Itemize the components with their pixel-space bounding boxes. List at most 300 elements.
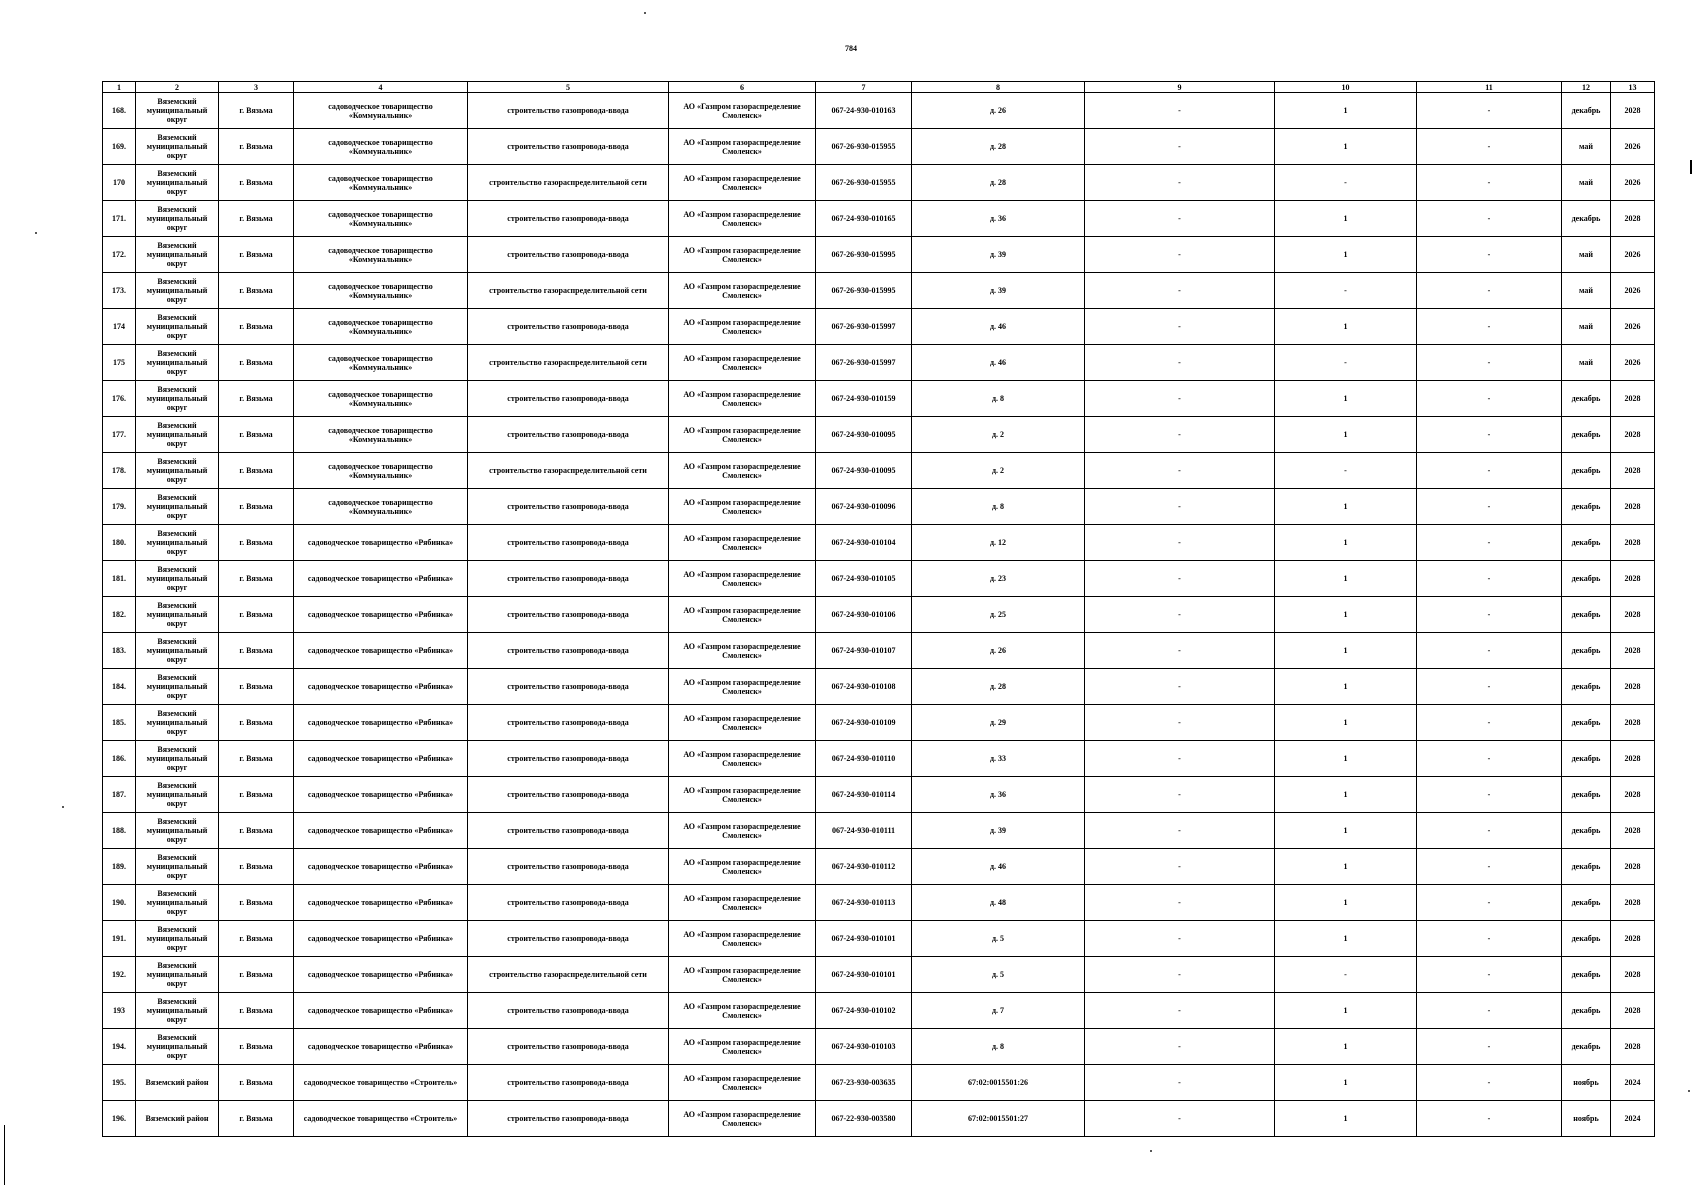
municipality-cell: Вяземский муниципальный округ — [136, 705, 219, 741]
town-cell: г. Вязьма — [219, 777, 294, 813]
column-10-cell: 1 — [1275, 489, 1417, 525]
town-cell: г. Вязьма — [219, 525, 294, 561]
year-cell: 2026 — [1611, 129, 1655, 165]
plot-cell: д. 5 — [912, 957, 1085, 993]
column-number-cell: 12 — [1562, 82, 1611, 93]
year-cell: 2028 — [1611, 777, 1655, 813]
municipality-cell: Вяземский муниципальный округ — [136, 633, 219, 669]
code-cell: 067-24-930-010109 — [816, 705, 912, 741]
month-cell: май — [1562, 309, 1611, 345]
month-cell: декабрь — [1562, 381, 1611, 417]
partnership-cell: садоводческое товарищество «Рябинка» — [294, 633, 468, 669]
town-cell: г. Вязьма — [219, 633, 294, 669]
column-10-cell: 1 — [1275, 309, 1417, 345]
month-cell: декабрь — [1562, 597, 1611, 633]
work-type-cell: строительство газопровода-ввода — [468, 777, 669, 813]
table-row — [103, 309, 1655, 345]
table-row — [103, 741, 1655, 777]
work-type-cell: строительство газопровода-ввода — [468, 633, 669, 669]
organization-cell: АО «Газпром газораспределение Смоленск» — [669, 741, 816, 777]
column-11-cell: - — [1417, 381, 1562, 417]
row-number: 168. — [103, 93, 136, 129]
table-row — [103, 669, 1655, 705]
work-type-cell: строительство газопровода-ввода — [468, 885, 669, 921]
organization-cell: АО «Газпром газораспределение Смоленск» — [669, 669, 816, 705]
row-number: 175 — [103, 345, 136, 381]
organization-cell: АО «Газпром газораспределение Смоленск» — [669, 345, 816, 381]
code-cell: 067-24-930-010110 — [816, 741, 912, 777]
town-cell: г. Вязьма — [219, 597, 294, 633]
town-cell: г. Вязьма — [219, 489, 294, 525]
month-cell: май — [1562, 273, 1611, 309]
organization-cell: АО «Газпром газораспределение Смоленск» — [669, 237, 816, 273]
work-type-cell: строительство газопровода-ввода — [468, 381, 669, 417]
work-type-cell: строительство газопровода-ввода — [468, 741, 669, 777]
town-cell: г. Вязьма — [219, 237, 294, 273]
town-cell: г. Вязьма — [219, 381, 294, 417]
plot-cell: д. 23 — [912, 561, 1085, 597]
municipality-cell: Вяземский муниципальный округ — [136, 417, 219, 453]
partnership-cell: садоводческое товарищество «Коммунальник» — [294, 309, 468, 345]
year-cell: 2028 — [1611, 633, 1655, 669]
scan-speck — [62, 806, 64, 808]
column-11-cell: - — [1417, 813, 1562, 849]
organization-cell: АО «Газпром газораспределение Смоленск» — [669, 129, 816, 165]
column-10-cell: 1 — [1275, 561, 1417, 597]
column-10-cell: 1 — [1275, 93, 1417, 129]
year-cell: 2028 — [1611, 813, 1655, 849]
plot-cell: д. 8 — [912, 1029, 1085, 1065]
town-cell: г. Вязьма — [219, 993, 294, 1029]
partnership-cell: садоводческое товарищество «Рябинка» — [294, 669, 468, 705]
row-number: 176. — [103, 381, 136, 417]
work-type-cell: строительство газопровода-ввода — [468, 489, 669, 525]
month-cell: декабрь — [1562, 453, 1611, 489]
work-type-cell: строительство газораспределительной сети — [468, 345, 669, 381]
organization-cell: АО «Газпром газораспределение Смоленск» — [669, 201, 816, 237]
year-cell: 2028 — [1611, 705, 1655, 741]
column-9-cell: - — [1085, 705, 1275, 741]
work-type-cell: строительство газопровода-ввода — [468, 309, 669, 345]
table-row — [103, 885, 1655, 921]
code-cell: 067-24-930-010105 — [816, 561, 912, 597]
town-cell: г. Вязьма — [219, 165, 294, 201]
column-number-cell: 7 — [816, 82, 912, 93]
plot-cell: д. 48 — [912, 885, 1085, 921]
column-11-cell: - — [1417, 957, 1562, 993]
row-number: 177. — [103, 417, 136, 453]
row-number: 181. — [103, 561, 136, 597]
code-cell: 067-26-930-015997 — [816, 345, 912, 381]
column-11-cell: - — [1417, 993, 1562, 1029]
column-11-cell: - — [1417, 777, 1562, 813]
plot-cell: д. 8 — [912, 489, 1085, 525]
month-cell: май — [1562, 165, 1611, 201]
month-cell: декабрь — [1562, 489, 1611, 525]
plot-cell: д. 46 — [912, 345, 1085, 381]
organization-cell: АО «Газпром газораспределение Смоленск» — [669, 597, 816, 633]
column-number-cell: 1 — [103, 82, 136, 93]
month-cell: декабрь — [1562, 777, 1611, 813]
year-cell: 2028 — [1611, 741, 1655, 777]
town-cell: г. Вязьма — [219, 453, 294, 489]
column-10-cell: 1 — [1275, 525, 1417, 561]
work-type-cell: строительство газопровода-ввода — [468, 561, 669, 597]
code-cell: 067-24-930-010095 — [816, 417, 912, 453]
row-number: 171. — [103, 201, 136, 237]
partnership-cell: садоводческое товарищество «Коммунальник» — [294, 417, 468, 453]
column-11-cell: - — [1417, 1029, 1562, 1065]
year-cell: 2028 — [1611, 453, 1655, 489]
table-row — [103, 705, 1655, 741]
town-cell: г. Вязьма — [219, 669, 294, 705]
municipality-cell: Вяземский муниципальный округ — [136, 237, 219, 273]
partnership-cell: садоводческое товарищество «Коммунальник» — [294, 453, 468, 489]
column-9-cell: - — [1085, 921, 1275, 957]
registry-table — [102, 81, 1655, 1137]
town-cell: г. Вязьма — [219, 561, 294, 597]
table-row — [103, 345, 1655, 381]
code-cell: 067-23-930-003635 — [816, 1065, 912, 1101]
year-cell: 2028 — [1611, 381, 1655, 417]
column-10-cell: 1 — [1275, 993, 1417, 1029]
row-number: 194. — [103, 1029, 136, 1065]
month-cell: декабрь — [1562, 885, 1611, 921]
column-9-cell: - — [1085, 201, 1275, 237]
plot-cell: д. 28 — [912, 669, 1085, 705]
year-cell: 2028 — [1611, 921, 1655, 957]
table-body — [103, 82, 1655, 1137]
municipality-cell: Вяземский район — [136, 1065, 219, 1101]
table-row — [103, 1065, 1655, 1101]
column-9-cell: - — [1085, 489, 1275, 525]
column-9-cell: - — [1085, 633, 1275, 669]
work-type-cell: строительство газопровода-ввода — [468, 993, 669, 1029]
table-row — [103, 489, 1655, 525]
organization-cell: АО «Газпром газораспределение Смоленск» — [669, 993, 816, 1029]
column-number-cell: 10 — [1275, 82, 1417, 93]
column-10-cell: 1 — [1275, 129, 1417, 165]
organization-cell: АО «Газпром газораспределение Смоленск» — [669, 453, 816, 489]
code-cell: 067-24-930-010106 — [816, 597, 912, 633]
code-cell: 067-26-930-015995 — [816, 273, 912, 309]
month-cell: декабрь — [1562, 633, 1611, 669]
code-cell: 067-26-930-015955 — [816, 165, 912, 201]
month-cell: май — [1562, 129, 1611, 165]
column-10-cell: 1 — [1275, 1065, 1417, 1101]
column-9-cell: - — [1085, 777, 1275, 813]
plot-cell: д. 46 — [912, 849, 1085, 885]
year-cell: 2028 — [1611, 669, 1655, 705]
municipality-cell: Вяземский муниципальный округ — [136, 525, 219, 561]
partnership-cell: садоводческое товарищество «Рябинка» — [294, 885, 468, 921]
organization-cell: АО «Газпром газораспределение Смоленск» — [669, 885, 816, 921]
row-number: 184. — [103, 669, 136, 705]
column-number-cell: 2 — [136, 82, 219, 93]
code-cell: 067-24-930-010111 — [816, 813, 912, 849]
code-cell: 067-24-930-010107 — [816, 633, 912, 669]
town-cell: г. Вязьма — [219, 93, 294, 129]
column-10-cell: 1 — [1275, 201, 1417, 237]
work-type-cell: строительство газопровода-ввода — [468, 597, 669, 633]
column-number-cell: 6 — [669, 82, 816, 93]
column-9-cell: - — [1085, 597, 1275, 633]
partnership-cell: садоводческое товарищество «Коммунальник» — [294, 165, 468, 201]
column-11-cell: - — [1417, 1101, 1562, 1137]
municipality-cell: Вяземский муниципальный округ — [136, 813, 219, 849]
column-9-cell: - — [1085, 309, 1275, 345]
work-type-cell: строительство газопровода-ввода — [468, 921, 669, 957]
town-cell: г. Вязьма — [219, 849, 294, 885]
municipality-cell: Вяземский район — [136, 1101, 219, 1137]
page-number: 784 — [845, 44, 857, 53]
column-10-cell: - — [1275, 957, 1417, 993]
row-number: 195. — [103, 1065, 136, 1101]
month-cell: май — [1562, 345, 1611, 381]
column-11-cell: - — [1417, 849, 1562, 885]
partnership-cell: садоводческое товарищество «Коммунальник» — [294, 129, 468, 165]
organization-cell: АО «Газпром газораспределение Смоленск» — [669, 309, 816, 345]
column-11-cell: - — [1417, 237, 1562, 273]
column-10-cell: - — [1275, 453, 1417, 489]
partnership-cell: садоводческое товарищество «Рябинка» — [294, 777, 468, 813]
work-type-cell: строительство газопровода-ввода — [468, 1029, 669, 1065]
plot-cell: д. 39 — [912, 273, 1085, 309]
year-cell: 2026 — [1611, 273, 1655, 309]
partnership-cell: садоводческое товарищество «Рябинка» — [294, 993, 468, 1029]
column-number-cell: 3 — [219, 82, 294, 93]
partnership-cell: садоводческое товарищество «Рябинка» — [294, 741, 468, 777]
town-cell: г. Вязьма — [219, 957, 294, 993]
organization-cell: АО «Газпром газораспределение Смоленск» — [669, 921, 816, 957]
column-11-cell: - — [1417, 633, 1562, 669]
year-cell: 2028 — [1611, 885, 1655, 921]
work-type-cell: строительство газопровода-ввода — [468, 201, 669, 237]
plot-cell: д. 39 — [912, 813, 1085, 849]
table-row — [103, 129, 1655, 165]
table-row — [103, 633, 1655, 669]
town-cell: г. Вязьма — [219, 741, 294, 777]
column-11-cell: - — [1417, 921, 1562, 957]
plot-cell: д. 28 — [912, 129, 1085, 165]
column-10-cell: 1 — [1275, 633, 1417, 669]
row-number: 196. — [103, 1101, 136, 1137]
code-cell: 067-24-930-010104 — [816, 525, 912, 561]
column-11-cell: - — [1417, 165, 1562, 201]
year-cell: 2028 — [1611, 1029, 1655, 1065]
municipality-cell: Вяземский муниципальный округ — [136, 345, 219, 381]
organization-cell: АО «Газпром газораспределение Смоленск» — [669, 165, 816, 201]
row-number: 191. — [103, 921, 136, 957]
column-10-cell: - — [1275, 165, 1417, 201]
month-cell: ноябрь — [1562, 1101, 1611, 1137]
code-cell: 067-24-930-010163 — [816, 93, 912, 129]
month-cell: декабрь — [1562, 561, 1611, 597]
work-type-cell: строительство газопровода-ввода — [468, 237, 669, 273]
table-row — [103, 849, 1655, 885]
table-row — [103, 957, 1655, 993]
code-cell: 067-26-930-015955 — [816, 129, 912, 165]
row-number: 173. — [103, 273, 136, 309]
organization-cell: АО «Газпром газораспределение Смоленск» — [669, 813, 816, 849]
column-11-cell: - — [1417, 669, 1562, 705]
column-11-cell: - — [1417, 525, 1562, 561]
organization-cell: АО «Газпром газораспределение Смоленск» — [669, 1101, 816, 1137]
town-cell: г. Вязьма — [219, 1065, 294, 1101]
year-cell: 2024 — [1611, 1065, 1655, 1101]
town-cell: г. Вязьма — [219, 921, 294, 957]
month-cell: декабрь — [1562, 525, 1611, 561]
plot-cell: д. 8 — [912, 381, 1085, 417]
organization-cell: АО «Газпром газораспределение Смоленск» — [669, 705, 816, 741]
municipality-cell: Вяземский муниципальный округ — [136, 273, 219, 309]
table-row — [103, 777, 1655, 813]
town-cell: г. Вязьма — [219, 201, 294, 237]
partnership-cell: садоводческое товарищество «Коммунальник» — [294, 93, 468, 129]
column-11-cell: - — [1417, 561, 1562, 597]
column-9-cell: - — [1085, 273, 1275, 309]
column-9-cell: - — [1085, 669, 1275, 705]
table-row — [103, 453, 1655, 489]
column-11-cell: - — [1417, 273, 1562, 309]
column-11-cell: - — [1417, 129, 1562, 165]
organization-cell: АО «Газпром газораспределение Смоленск» — [669, 777, 816, 813]
column-10-cell: 1 — [1275, 741, 1417, 777]
plot-cell: 67:02:0015501:26 — [912, 1065, 1085, 1101]
scan-speck — [1688, 1090, 1690, 1092]
column-9-cell: - — [1085, 237, 1275, 273]
row-number: 189. — [103, 849, 136, 885]
month-cell: декабрь — [1562, 201, 1611, 237]
work-type-cell: строительство газораспределительной сети — [468, 957, 669, 993]
partnership-cell: садоводческое товарищество «Коммунальник» — [294, 381, 468, 417]
column-9-cell: - — [1085, 417, 1275, 453]
code-cell: 067-24-930-010165 — [816, 201, 912, 237]
table-row — [103, 1029, 1655, 1065]
work-type-cell: строительство газопровода-ввода — [468, 417, 669, 453]
year-cell: 2028 — [1611, 93, 1655, 129]
work-type-cell: строительство газораспределительной сети — [468, 165, 669, 201]
column-9-cell: - — [1085, 1101, 1275, 1137]
plot-cell: 67:02:0015501:27 — [912, 1101, 1085, 1137]
year-cell: 2028 — [1611, 849, 1655, 885]
municipality-cell: Вяземский муниципальный округ — [136, 885, 219, 921]
month-cell: декабрь — [1562, 417, 1611, 453]
year-cell: 2026 — [1611, 237, 1655, 273]
municipality-cell: Вяземский муниципальный округ — [136, 201, 219, 237]
municipality-cell: Вяземский муниципальный округ — [136, 597, 219, 633]
column-10-cell: 1 — [1275, 849, 1417, 885]
town-cell: г. Вязьма — [219, 813, 294, 849]
table-row — [103, 525, 1655, 561]
plot-cell: д. 7 — [912, 993, 1085, 1029]
plot-cell: д. 28 — [912, 165, 1085, 201]
column-9-cell: - — [1085, 849, 1275, 885]
row-number: 186. — [103, 741, 136, 777]
municipality-cell: Вяземский муниципальный округ — [136, 165, 219, 201]
work-type-cell: строительство газопровода-ввода — [468, 1065, 669, 1101]
column-10-cell: 1 — [1275, 1029, 1417, 1065]
column-11-cell: - — [1417, 417, 1562, 453]
year-cell: 2028 — [1611, 417, 1655, 453]
plot-cell: д. 2 — [912, 453, 1085, 489]
municipality-cell: Вяземский муниципальный округ — [136, 489, 219, 525]
organization-cell: АО «Газпром газораспределение Смоленск» — [669, 633, 816, 669]
partnership-cell: садоводческое товарищество «Строитель» — [294, 1101, 468, 1137]
column-11-cell: - — [1417, 309, 1562, 345]
month-cell: ноябрь — [1562, 1065, 1611, 1101]
column-9-cell: - — [1085, 561, 1275, 597]
column-number-cell: 5 — [468, 82, 669, 93]
column-10-cell: - — [1275, 273, 1417, 309]
work-type-cell: строительство газопровода-ввода — [468, 93, 669, 129]
town-cell: г. Вязьма — [219, 885, 294, 921]
partnership-cell: садоводческое товарищество «Рябинка» — [294, 525, 468, 561]
row-number: 188. — [103, 813, 136, 849]
organization-cell: АО «Газпром газораспределение Смоленск» — [669, 525, 816, 561]
column-9-cell: - — [1085, 381, 1275, 417]
work-type-cell: строительство газопровода-ввода — [468, 813, 669, 849]
column-number-cell: 13 — [1611, 82, 1655, 93]
town-cell: г. Вязьма — [219, 273, 294, 309]
work-type-cell: строительство газопровода-ввода — [468, 669, 669, 705]
row-number: 170 — [103, 165, 136, 201]
organization-cell: АО «Газпром газораспределение Смоленск» — [669, 381, 816, 417]
partnership-cell: садоводческое товарищество «Рябинка» — [294, 597, 468, 633]
plot-cell: д. 36 — [912, 201, 1085, 237]
partnership-cell: садоводческое товарищество «Коммунальник» — [294, 201, 468, 237]
plot-cell: д. 26 — [912, 93, 1085, 129]
table-row — [103, 417, 1655, 453]
town-cell: г. Вязьма — [219, 1101, 294, 1137]
code-cell: 067-24-930-010103 — [816, 1029, 912, 1065]
code-cell: 067-22-930-003580 — [816, 1101, 912, 1137]
column-10-cell: 1 — [1275, 921, 1417, 957]
year-cell: 2026 — [1611, 165, 1655, 201]
municipality-cell: Вяземский муниципальный округ — [136, 453, 219, 489]
municipality-cell: Вяземский муниципальный округ — [136, 561, 219, 597]
column-10-cell: 1 — [1275, 705, 1417, 741]
code-cell: 067-24-930-010113 — [816, 885, 912, 921]
table-row — [103, 561, 1655, 597]
year-cell: 2028 — [1611, 957, 1655, 993]
code-cell: 067-24-930-010101 — [816, 957, 912, 993]
column-9-cell: - — [1085, 1029, 1275, 1065]
column-9-cell: - — [1085, 885, 1275, 921]
table-row — [103, 597, 1655, 633]
column-10-cell: 1 — [1275, 777, 1417, 813]
column-number-cell: 8 — [912, 82, 1085, 93]
organization-cell: АО «Газпром газораспределение Смоленск» — [669, 273, 816, 309]
code-cell: 067-24-930-010108 — [816, 669, 912, 705]
column-9-cell: - — [1085, 813, 1275, 849]
year-cell: 2028 — [1611, 597, 1655, 633]
partnership-cell: садоводческое товарищество «Рябинка» — [294, 813, 468, 849]
municipality-cell: Вяземский муниципальный округ — [136, 921, 219, 957]
municipality-cell: Вяземский муниципальный округ — [136, 777, 219, 813]
column-10-cell: 1 — [1275, 1101, 1417, 1137]
column-9-cell: - — [1085, 525, 1275, 561]
year-cell: 2026 — [1611, 345, 1655, 381]
partnership-cell: садоводческое товарищество «Рябинка» — [294, 957, 468, 993]
column-11-cell: - — [1417, 345, 1562, 381]
plot-cell: д. 26 — [912, 633, 1085, 669]
scan-speck — [1150, 1150, 1152, 1152]
column-10-cell: 1 — [1275, 417, 1417, 453]
row-number: 169. — [103, 129, 136, 165]
month-cell: май — [1562, 237, 1611, 273]
column-11-cell: - — [1417, 885, 1562, 921]
